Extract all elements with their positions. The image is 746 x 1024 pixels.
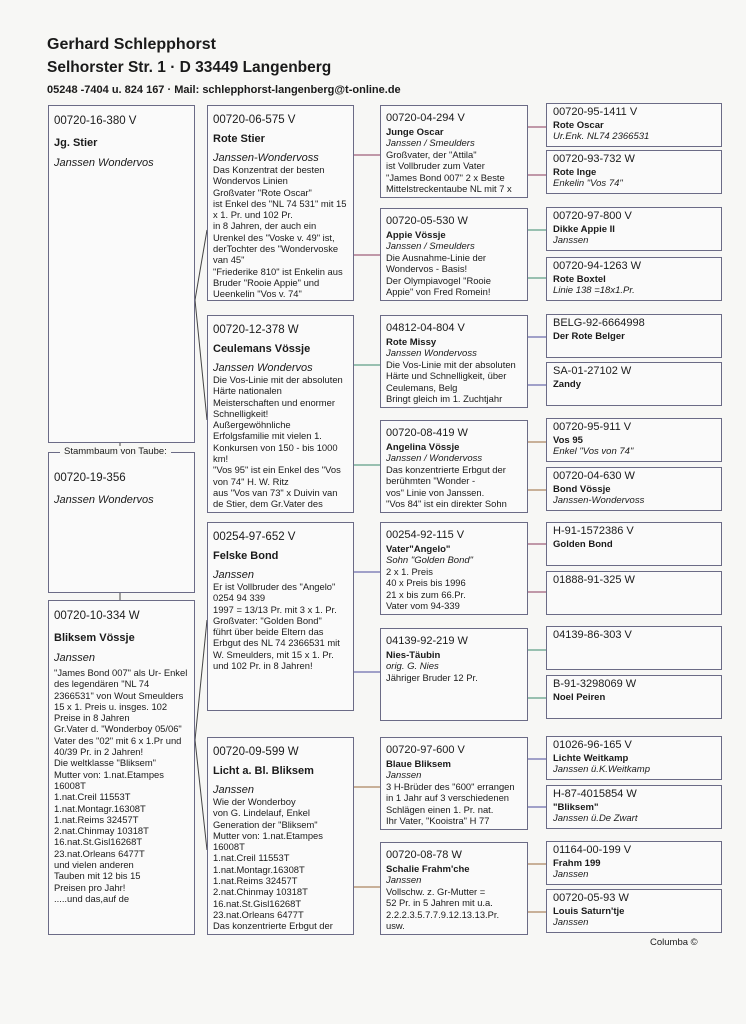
ring-number: 00720-94-1263 W (553, 260, 642, 272)
pigeon-name: Rote Missy (386, 337, 437, 348)
ring-number: 00254-92-115 V (386, 529, 465, 541)
description: Er ist Vollbruder des "Angelo" 0254 94 339 1997 = 13/13 Pr. mit 3 x 1. Pr. Großvater: "Golden Bond" führt über beide Eltern das Erbgut des NL 74 2366531 mit W. Smeulders, mit 15 x 1. Pr. und 102 Pr. in 8 Jahren! (213, 581, 340, 672)
great-grandparent-box (380, 315, 528, 408)
great-great-grandparent-box (546, 522, 722, 566)
ring-number: 00720-04-630 W (553, 470, 635, 482)
ring-number: 00720-97-600 V (386, 744, 465, 756)
ring-number: 00720-05-93 W (553, 892, 629, 904)
pigeon-name: Rote Stier (213, 133, 265, 145)
connector-line (195, 300, 207, 420)
breed: Janssen (213, 569, 254, 581)
ring-number: 00720-12-378 W (213, 324, 299, 336)
subject-pigeon-box (48, 452, 195, 593)
connector-line (195, 230, 207, 300)
great-great-grandparent-box (546, 103, 722, 147)
pigeon-name: Angelina Vössje (386, 442, 460, 453)
breed: Janssen (553, 917, 589, 928)
pigeon-name: Schalie Frahm'che (386, 864, 470, 875)
breed: Janssen (54, 652, 95, 664)
breed: Janssen (213, 784, 254, 796)
breed: Janssen / Smeulders (386, 241, 475, 252)
great-great-grandparent-box (546, 314, 722, 358)
ring-number: BELG-92-6664998 (553, 317, 645, 329)
breeder-address: Selhorster Str. 1 · D 33449 Langenberg (47, 59, 332, 76)
ring-number: 04139-92-219 W (386, 635, 468, 647)
great-great-grandparent-box (546, 418, 722, 462)
ring-number: 00254-97-652 V (213, 531, 296, 543)
great-grandparent-box (380, 628, 528, 721)
great-grandparent-box (380, 737, 528, 830)
pigeon-name: Nies-Täubin (386, 650, 441, 661)
great-great-grandparent-box (546, 785, 722, 829)
breed: Janssen ü.K.Weitkamp (553, 764, 650, 775)
breed: Janssen Wondervos (54, 157, 154, 169)
great-great-grandparent-box (546, 467, 722, 511)
pigeon-name: Appie Vössje (386, 230, 446, 241)
ring-number: 04139-86-303 V (553, 629, 632, 641)
breed: Linie 138 =18x1.Pr. (553, 285, 635, 296)
breed: Enkel "Vos von 74" (553, 446, 634, 457)
ring-number: 00720-08-78 W (386, 849, 462, 861)
ring-number: 01026-96-165 V (553, 739, 632, 751)
breed: Janssen / Smeulders (386, 138, 475, 149)
pigeon-name: Felske Bond (213, 550, 279, 562)
ring-number: 01164-00-199 V (553, 844, 632, 856)
pigeon-name: Licht a. Bl. Bliksem (213, 765, 314, 777)
ring-number: 04812-04-804 V (386, 322, 465, 334)
great-great-grandparent-box (546, 889, 722, 933)
grandparent-box (207, 737, 354, 935)
pigeon-name: Ceulemans Vössje (213, 343, 311, 355)
pigeon-name: Junge Oscar (386, 127, 444, 138)
ring-number: SA-01-27102 W (553, 365, 632, 377)
pigeon-name: Der Rote Belger (553, 331, 625, 342)
breed: Janssen-Wondervoss (553, 495, 645, 506)
ring-number: 01888-91-325 W (553, 574, 635, 586)
description: Das Konzentrat der besten Wondervos Linien Großvater "Rote Oscar" ist Enkel des "NL 74 531" mit 15 x 1. Pr. und 102 Pr. in 8 Jahren, der auch ein Urenkel des "Voske v. 49" ist, derTochter des "Wondervoske van 45" "Friederike 810" ist Enkelin aus Bruder "Rooie Appie" und Ueenkelin "Vos v. 74" (213, 164, 347, 300)
pigeon-name: Jg. Stier (54, 137, 98, 149)
pigeon-name: Rote Inge (553, 167, 597, 178)
description: Die Ausnahme-Linie der Wondervos - Basis! Der Olympiavogel "Rooie Appie" von Fred Romein! (386, 252, 491, 297)
pigeon-name: Bond Vössje (553, 484, 611, 495)
description: Die Vos-Linie mit der absoluten Härte nationalen Meisterschaften und enormer Schnelligkeit! Außergewöhnliche Erfolgsfamilie mit vielen 1. Konkursen von 150 - bis 1000 km! "Vos 95" ist ein Enkel des "Vos von 74" H. W. Ritz aus "Vos van 73" x Duivin van de Stier, dem Gr.Vater des (213, 374, 343, 510)
pigeon-name: Frahm 199 (553, 858, 601, 869)
pigeon-name: Bliksem Vössje (54, 632, 135, 644)
great-great-grandparent-box (546, 675, 722, 719)
great-grandparent-box (380, 420, 528, 513)
ring-number: 00720-95-911 V (553, 421, 632, 433)
footer-copyright: Columba © (650, 937, 698, 948)
breed: Janssen (386, 875, 422, 886)
pigeon-name: Rote Oscar (553, 120, 604, 131)
pigeon-name: Blaue Bliksem (386, 759, 451, 770)
description: Großvater, der "Attila" ist Vollbruder zum Vater "James Bond 007" 2 x Beste Mittelstreckentaube NL mit 7 x (386, 149, 512, 194)
grandparent-box (207, 105, 354, 301)
breeder-contact: 05248 -7404 u. 824 167 · Mail: schlepphorst-langenberg@t-online.de (47, 84, 401, 96)
pigeon-name: Golden Bond (553, 539, 613, 550)
description: Die Vos-Linie mit der absoluten Härte und Schnelligkeit, über Ceulemans, Belg Bringt gleich im 1. Zuchtjahr (386, 359, 516, 404)
breed: Ur.Enk. NL74 2366531 (553, 131, 650, 142)
pigeon-name: Vater"Angelo" (386, 544, 451, 555)
connector-line (195, 620, 207, 740)
pigeon-name: Lichte Weitkamp (553, 753, 629, 764)
connector-line (195, 740, 207, 850)
grandparent-box (207, 522, 354, 711)
ring-number: 00720-10-334 W (54, 610, 140, 622)
great-great-grandparent-box (546, 207, 722, 251)
ring-number: 00720-19-356 (54, 472, 126, 484)
pigeon-name: Louis Saturn'tje (553, 906, 625, 917)
great-grandparent-box (380, 842, 528, 935)
pigeon-name: Vos 95 (553, 435, 583, 446)
description: 2 x 1. Preis 40 x Preis bis 1996 21 x bis zum 66.Pr. Vater vom 94-339 (386, 566, 466, 611)
ring-number: 00720-16-380 V (54, 115, 137, 127)
great-grandparent-box (380, 105, 528, 198)
pigeon-name: Rote Boxtel (553, 274, 606, 285)
breed: orig. G. Nies (386, 661, 439, 672)
ring-number: H-91-1572386 V (553, 525, 634, 537)
great-great-grandparent-box (546, 736, 722, 780)
breed: Janssen / Wondervoss (386, 453, 483, 464)
breed: Enkelin "Vos 74" (553, 178, 623, 189)
ring-number: 00720-08-419 W (386, 427, 468, 439)
sire-box (48, 105, 195, 443)
ring-number: 00720-97-800 V (553, 210, 632, 222)
ring-number: 00720-09-599 W (213, 746, 299, 758)
breed: Janssen (553, 235, 589, 246)
ring-number: H-87-4015854 W (553, 788, 637, 800)
description: "James Bond 007" als Ur- Enkel des legendären "NL 74 2366531" von Wout Smeulders 15 x 1. Preis u. insges. 102 Preise in 8 Jahren Gr.Vater d. "Wonderboy 05/06" Vater des "02" mit 6 x 1.Pr und 40/39 Pr. in 2 Jahren! Die weltklasse "Bliksem" Mutter von: 1.nat.Etampes 16008T 1.nat.Creil 11553T 1.nat.Montagr.16308T 1.nat.Reims 32457T 2.nat.Chinmay 10318T 16.nat.St.Gisl16268T 23.nat.Orleans 6477T und vielen anderen Tauben mit 12 bis 15 Preisen pro Jahr! .....und das,auf de (54, 667, 188, 904)
description: Wie der Wonderboy von G. Lindelauf, Enkel Generation der "Bliksem" Mutter von: 1.nat.Etampes 16008T 1.nat.Creil 11553T 1.nat.Montagr.16308T 1.nat.Reims 32457T 2.nat.Chinmay 10318T 16.nat.St.Gisl16268T 23.nat.Orleans 6477T Das konzentrierte Erbgut der (213, 796, 333, 932)
breed: Janssen (553, 869, 589, 880)
pedigree-legend: Stammbaum von Taube: (60, 446, 171, 457)
great-great-grandparent-box (546, 571, 722, 615)
breed: Janssen (386, 770, 422, 781)
pigeon-name: Zandy (553, 379, 581, 390)
ring-number: 00720-06-575 V (213, 114, 296, 126)
pigeon-name: "Bliksem" (553, 802, 599, 813)
ring-number: B-91-3298069 W (553, 678, 637, 690)
breed: Janssen ü.De Zwart (553, 813, 638, 824)
dam-box (48, 600, 195, 935)
breed: Janssen Wondervoss (386, 348, 477, 359)
ring-number: 00720-05-530 W (386, 215, 468, 227)
great-great-grandparent-box (546, 841, 722, 885)
ring-number: 00720-04-294 V (386, 112, 465, 124)
breed: Janssen Wondervos (213, 362, 313, 374)
great-great-grandparent-box (546, 150, 722, 194)
great-great-grandparent-box (546, 362, 722, 406)
pigeon-name: Dikke Appie II (553, 224, 615, 235)
description: Das konzentrierte Erbgut der berühmten "Wonder - vos" Linie von Janssen. "Vos 84" ist ein direkter Sohn (386, 464, 507, 509)
description: 3 H-Brüder des "600" errangen in 1 Jahr auf 3 verschiedenen Schlägen einen 1. Pr. nat. Ihr Vater, "Kooistra" H 77 (386, 781, 515, 826)
great-grandparent-box (380, 208, 528, 301)
breed: Sohn "Golden Bond" (386, 555, 474, 566)
grandparent-box (207, 315, 354, 513)
ring-number: 00720-95-1411 V (553, 106, 638, 118)
description: Vollschw. z. Gr-Mutter = 52 Pr. in 5 Jahren mit u.a. 2.2.2.3.5.7.7.9.12.13.13.Pr. usw. (386, 886, 500, 931)
ring-number: 00720-93-732 W (553, 153, 635, 165)
pigeon-name: Noel Peiren (553, 692, 606, 703)
breed: Janssen Wondervos (54, 494, 154, 506)
great-great-grandparent-box (546, 257, 722, 301)
great-grandparent-box (380, 522, 528, 615)
description: Jähriger Bruder 12 Pr. (386, 672, 478, 683)
breeder-name: Gerhard Schlepphorst (47, 36, 216, 53)
great-great-grandparent-box (546, 626, 722, 670)
breed: Janssen-Wondervoss (213, 152, 319, 164)
